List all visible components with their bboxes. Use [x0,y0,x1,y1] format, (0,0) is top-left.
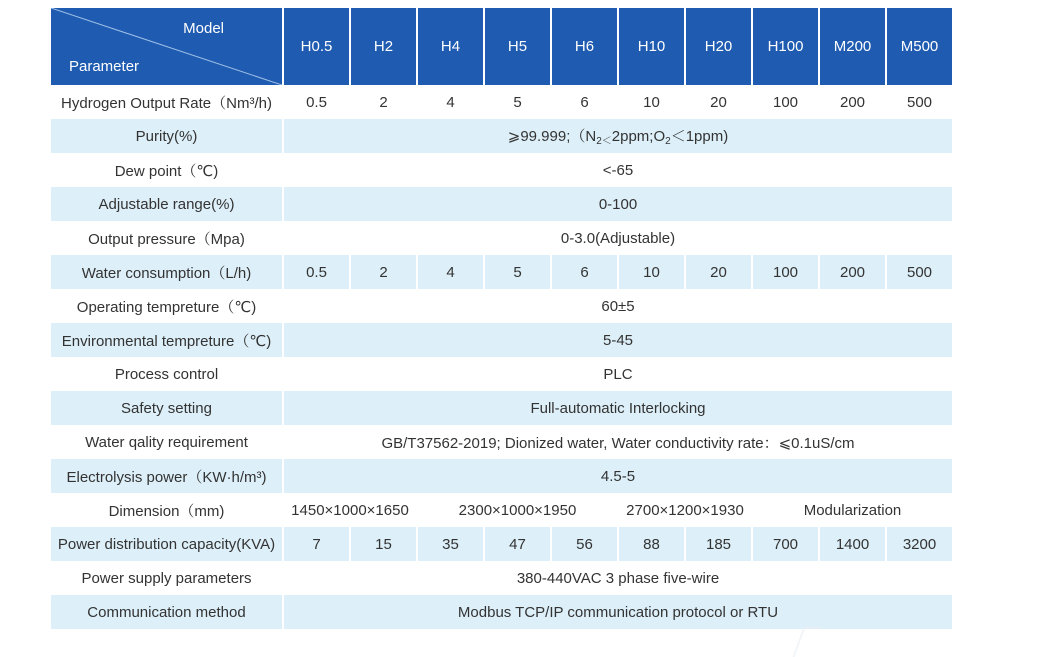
value-cell: 10 [643,93,660,111]
value-cell: <-65 [602,161,634,179]
value-cell: 15 [351,527,416,561]
value-cell: 185 [686,527,751,561]
parameter-name: Water qality requirement [85,433,248,451]
model-header-cell: H0.5 [284,8,349,85]
header-row [51,8,952,85]
value-cell: 380-440VAC 3 phase five-wire [516,569,720,587]
purity-subscript: 2 [665,136,671,147]
parameter-name: Power supply parameters [81,569,252,587]
table-row-environmental-temp [51,323,952,357]
purity-text: ⩾99.999;（N [507,128,597,145]
value-cell: 4 [418,255,483,289]
value-cell: 88 [619,527,684,561]
value-cell: 5 [513,93,522,111]
table-row-water-consumption [51,255,952,289]
value-cell: 56 [552,527,617,561]
model-header-cell: H6 [552,8,617,85]
value-cell: 10 [619,255,684,289]
parameter-name: Dew point（℃) [114,162,219,180]
value-cell: 2 [351,255,416,289]
value-cell: 500 [887,255,952,289]
parameter-name: Environmental tempreture（℃) [51,323,282,357]
value-cell: 200 [820,255,885,289]
value-cell: 5 [485,255,550,289]
value-cell: 0-3.0(Adjustable) [560,229,676,247]
purity-subscript: 2＜ [596,136,612,147]
model-header-cell: H100 [753,8,818,85]
model-header-cell: H2 [351,8,416,85]
parameter-name: Power distribution capacity(KVA) [51,527,282,561]
table-row-purity [51,119,952,153]
parameter-name: Electrolysis power（KW·h/m³) [51,459,282,493]
table-row-safety-setting [51,391,952,425]
value-cell: 2700×1200×1930 [626,501,744,519]
value-cell: 0-100 [284,187,952,221]
value-cell: 200 [839,93,866,111]
table-row-electrolysis-power [51,459,952,493]
purity-text: 2ppm;O [611,128,666,145]
value-cell: 1450×1000×1650 [291,501,409,519]
parameter-name: Dimension（mm) [108,502,225,520]
value-cell: 60±5 [601,297,635,315]
value-cell: 6 [580,93,589,111]
value-cell: Modularization [803,501,902,519]
model-header-cell: M500 [887,8,952,85]
value-cell: 4.5-5 [284,459,952,493]
parameter-name: Purity(%) [51,119,282,153]
parameter-name: Process control [114,365,219,383]
table-row-dimension [51,493,952,527]
parameter-name: Output pressure（Mpa) [88,230,245,248]
parameter-name: Hydrogen Output Rate（Nm³/h) [61,94,272,112]
corner-header-cell [51,8,282,85]
model-label: Model [183,20,224,37]
value-cell: Modbus TCP/IP communication protocol or RTU [284,595,952,629]
model-header-cell: H4 [418,8,483,85]
parameter-name: Water consumption（L/h) [51,255,282,289]
table-row-operating-temp [51,289,952,323]
table-row-hydrogen-output [51,85,952,119]
value-cell: 3200 [887,527,952,561]
value-cell: Full-automatic Interlocking [284,391,952,425]
value-cell: 6 [552,255,617,289]
value-cell: 20 [710,93,727,111]
table-row-power-supply [51,561,952,595]
value-cell: 20 [686,255,751,289]
parameter-name: Operating tempreture（℃) [76,298,257,316]
value-cell: 0.5 [284,255,349,289]
table-row-communication [51,595,952,629]
value-cell: 7 [284,527,349,561]
value-cell: 35 [418,527,483,561]
parameter-name: Communication method [51,595,282,629]
parameter-name: Safety setting [51,391,282,425]
table-row-adjustable-range [51,187,952,221]
value-cell: 2 [379,93,388,111]
value-cell: 700 [753,527,818,561]
parameter-name: Adjustable range(%) [51,187,282,221]
value-cell: GB/T37562-2019; Dionized water, Water conductivity rate：⩽0.1uS/cm [381,434,855,452]
value-cell: PLC [603,365,633,383]
watermark-fragment [793,627,822,657]
table-row-water-quality [51,425,952,459]
model-header-cell: H10 [619,8,684,85]
value-cell: 4 [446,93,455,111]
table-row-process-control [51,357,952,391]
value-cell: 2300×1000×1950 [458,501,577,519]
table-row-output-pressure [51,221,952,255]
table-row-dew-point [51,153,952,187]
value-cell: 5-45 [284,323,952,357]
spec-table [49,8,954,629]
model-header-cell: H20 [686,8,751,85]
value-cell: 1400 [820,527,885,561]
purity-value [284,119,952,153]
value-cell: 100 [753,255,818,289]
model-header-cell: H5 [485,8,550,85]
parameter-label: Parameter [69,58,140,75]
value-cell: 47 [485,527,550,561]
value-cell: 0.5 [306,93,327,111]
value-cell: 500 [906,93,933,111]
table-row-power-distribution [51,527,952,561]
purity-text: ＜1ppm) [670,128,729,145]
model-header-cell: M200 [820,8,885,85]
value-cell: 100 [772,93,799,111]
